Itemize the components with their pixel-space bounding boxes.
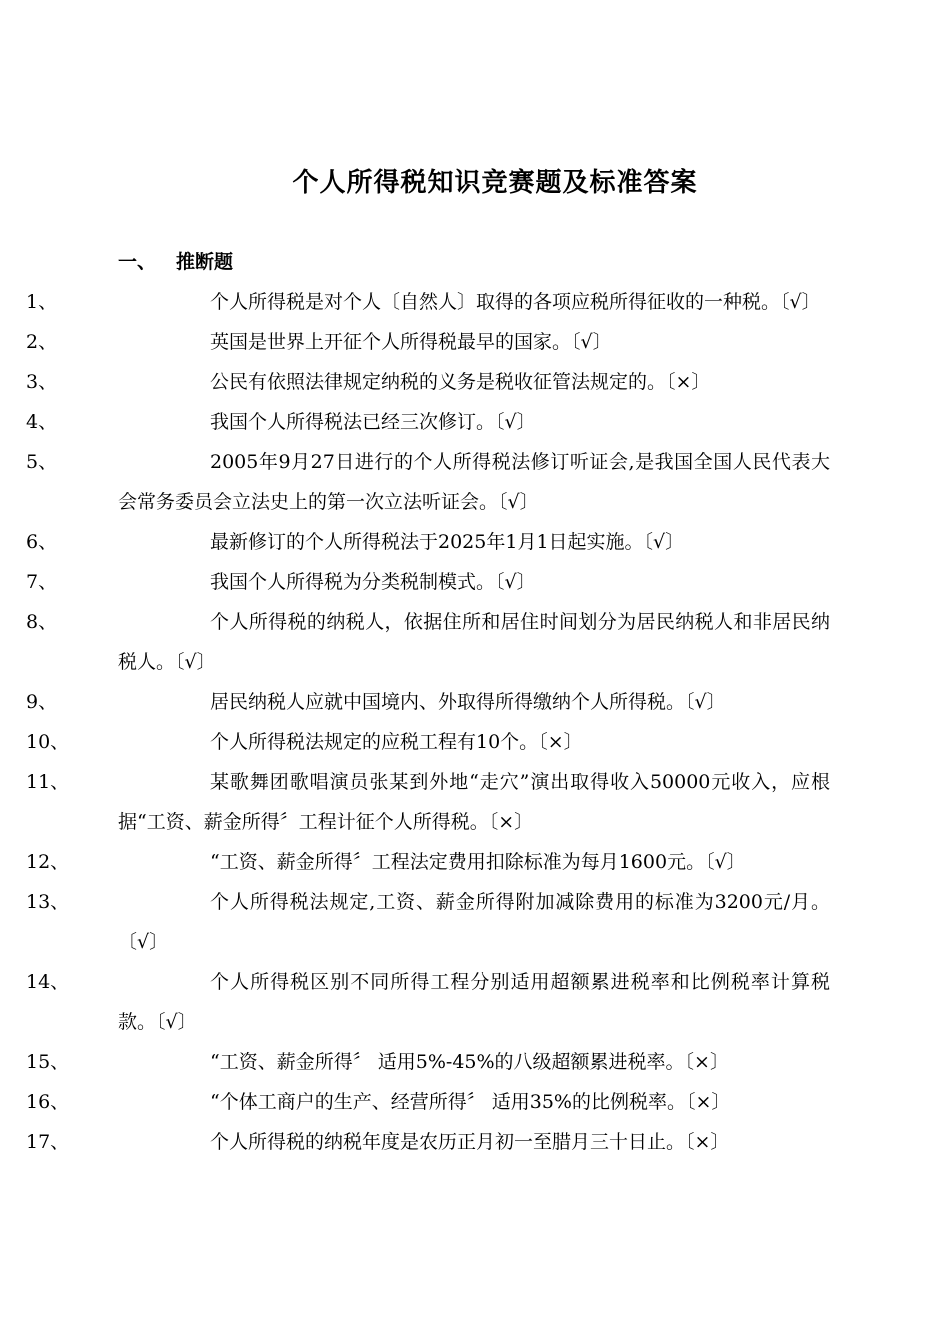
question-item	[26, 1042, 830, 1082]
question-text: 个人所得税区别不同所得工程分别适用超额累进税率和比例税率计算税款。	[118, 971, 830, 1033]
question-item	[26, 402, 830, 442]
question-answer: 〔×〕	[538, 731, 583, 753]
question-number: 13、	[26, 891, 70, 913]
question-answer: 〔×〕	[686, 1091, 731, 1113]
question-text: 个人所得税法规定的应税工程有10个。	[210, 731, 539, 753]
question-text: 英国是世界上开征个人所得税最早的国家。	[210, 331, 572, 353]
question-item	[26, 1122, 830, 1162]
question-item	[26, 682, 830, 722]
question-answer: 〔√〕	[156, 1011, 197, 1033]
question-text: 某歌舞团歌唱演员张某到外地“走穴”演出取得收入50000元收入，应根据“工资、薪金所得〞工程计征个人所得税。	[118, 771, 830, 833]
question-answer: 〔×〕	[488, 811, 534, 833]
question-answer: 〔×〕	[666, 371, 711, 393]
question-number: 1、	[26, 291, 58, 313]
question-answer: 〔√〕	[495, 571, 536, 593]
question-item	[26, 362, 830, 402]
question-item	[26, 322, 830, 362]
question-text: 最新修订的个人所得税法于2025年1月1日起实施。	[210, 531, 644, 553]
question-item	[26, 842, 830, 882]
question-number: 16、	[26, 1091, 70, 1113]
question-text: 个人所得税法规定,工资、薪金所得附加减除费用的标准为3200元/月。	[210, 891, 830, 913]
question-answer: 〔√〕	[175, 651, 216, 673]
question-number: 14、	[26, 971, 70, 993]
question-number: 5、	[26, 451, 58, 473]
question-item	[26, 522, 830, 562]
question-number: 9、	[26, 691, 58, 713]
question-number: 15、	[26, 1051, 70, 1073]
question-item	[26, 1082, 830, 1122]
question-number: 10、	[26, 731, 70, 753]
question-answer: 〔√〕	[571, 331, 612, 353]
question-text: “个体工商户的生产、经营所得〞 适用35%的比例税率。	[210, 1091, 686, 1113]
question-number: 7、	[26, 571, 58, 593]
question-answer: 〔√〕	[685, 691, 726, 713]
question-number: 2、	[26, 331, 58, 353]
question-answer: 〔√〕	[643, 531, 685, 553]
question-item	[26, 442, 830, 522]
question-number: 3、	[26, 371, 58, 393]
document-title: 个人所得税知识竞赛题及标准答案	[292, 168, 698, 198]
section-number: 一、	[118, 251, 157, 273]
question-number: 12、	[26, 851, 70, 873]
question-text: “工资、薪金所得〞 适用5%-45%的八级超额累进税率。	[210, 1051, 685, 1073]
question-item	[26, 962, 830, 1042]
question-text: 公民有依照法律规定纳税的义务是税收征管法规定的。	[210, 371, 667, 393]
section-heading	[118, 247, 233, 274]
question-number: 4、	[26, 411, 58, 433]
question-item	[26, 762, 830, 842]
question-number: 17、	[26, 1131, 70, 1153]
question-answer: 〔×〕	[684, 1051, 729, 1073]
question-number: 11、	[26, 771, 70, 793]
question-answer: 〔×〕	[685, 1131, 730, 1153]
question-list	[26, 282, 830, 1162]
question-answer: 〔√〕	[705, 851, 746, 873]
question-answer: 〔√〕	[118, 931, 169, 953]
question-item	[26, 882, 830, 962]
question-item	[26, 562, 830, 602]
question-answer: 〔√〕	[495, 411, 536, 433]
question-answer: 〔√〕	[780, 291, 821, 313]
question-answer: 〔√〕	[498, 491, 539, 513]
question-number: 8、	[26, 611, 58, 633]
question-text: 个人所得税的纳税年度是农历正月初一至腊月三十日止。	[210, 1131, 686, 1153]
question-text: 个人所得税是对个人〔自然人〕取得的各项应税所得征收的一种税。	[210, 291, 781, 313]
question-item	[26, 282, 830, 322]
question-text: 我国个人所得税为分类税制模式。	[210, 571, 496, 593]
question-item	[26, 602, 830, 682]
question-number: 6、	[26, 531, 58, 553]
question-text: 个人所得税的纳税人，依据住所和居住时间划分为居民纳税人和非居民纳税人。	[118, 611, 830, 673]
question-text: 居民纳税人应就中国境内、外取得所得缴纳个人所得税。	[210, 691, 686, 713]
section-title: 推断题	[176, 251, 234, 273]
question-item	[26, 722, 830, 762]
question-text: 我国个人所得税法已经三次修订。	[210, 411, 496, 433]
question-text: “工资、薪金所得〞工程法定费用扣除标准为每月1600元。	[210, 851, 706, 873]
question-text: 2005年9月27日进行的个人所得税法修订听证会,是我国全国人民代表大会常务委员会立法史上的第一次立法听证会。	[118, 451, 830, 513]
